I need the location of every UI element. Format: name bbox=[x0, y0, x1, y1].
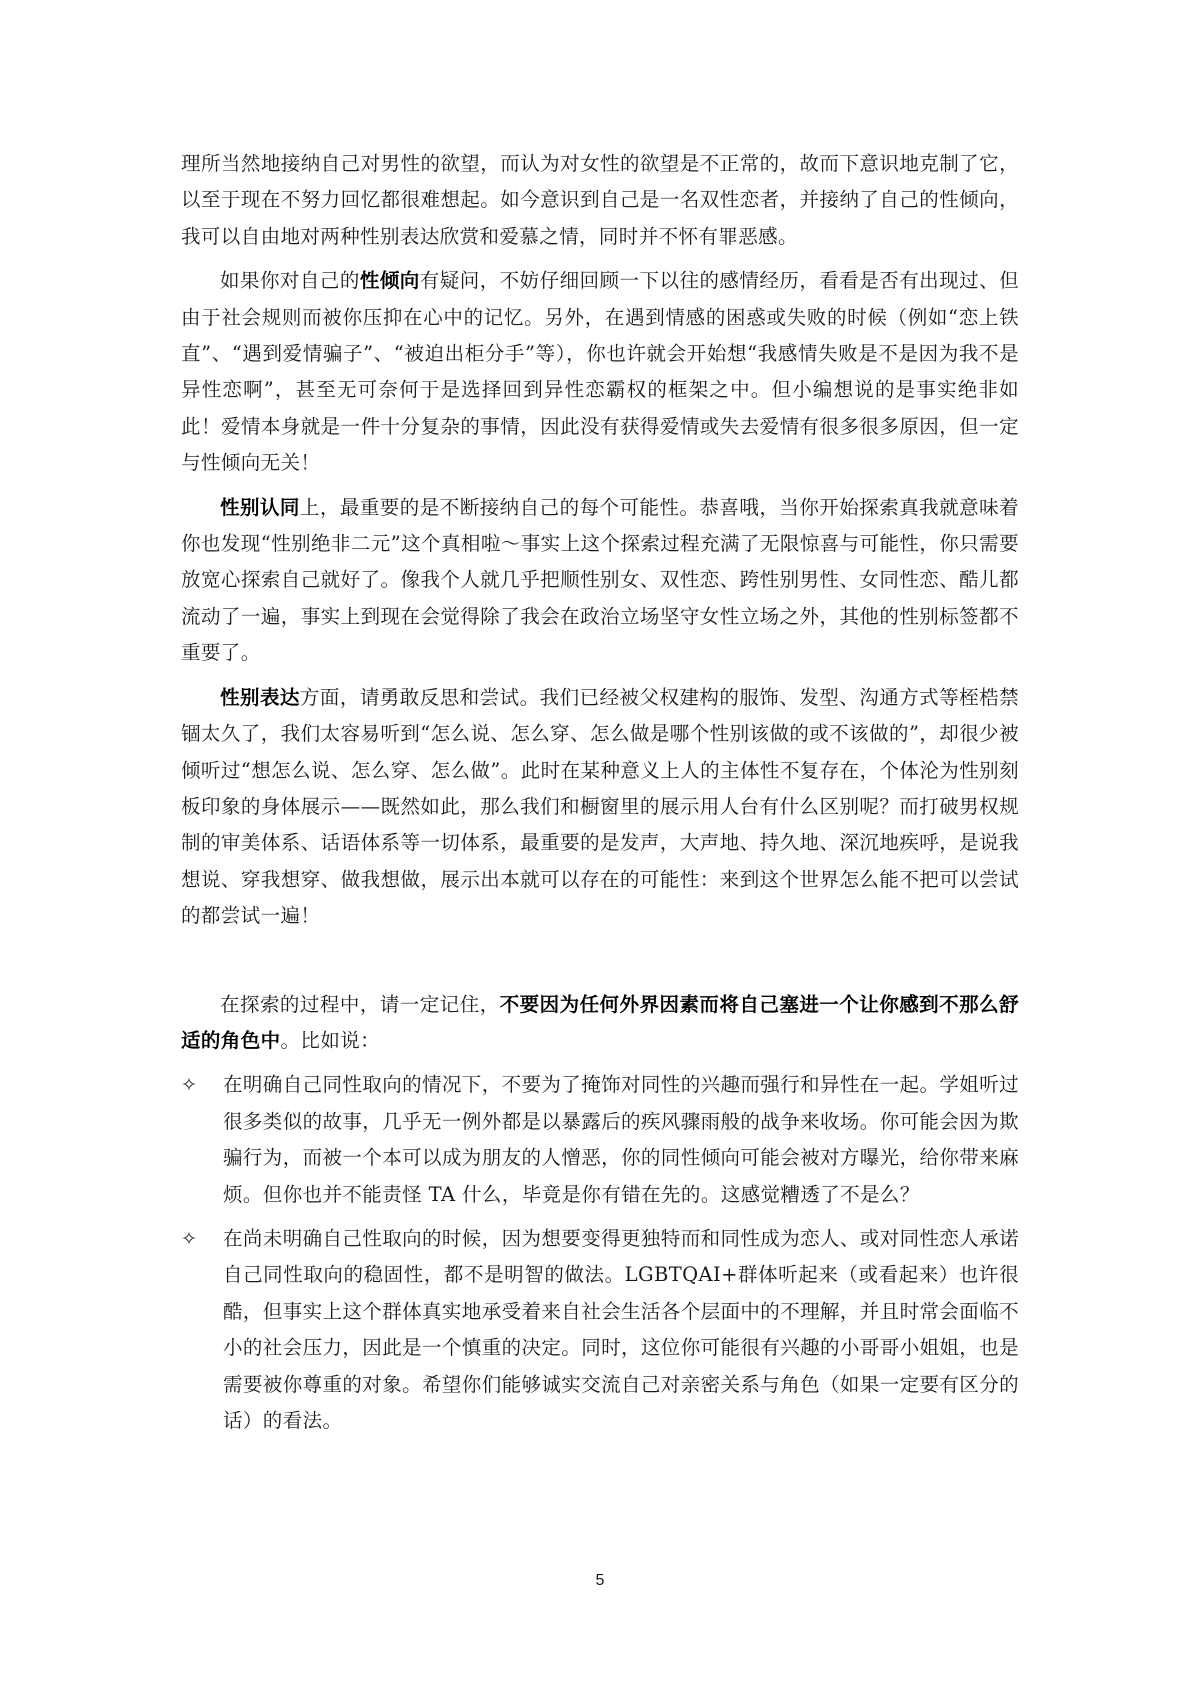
list-item-text: 在明确自己同性取向的情况下，不要为了掩饰对同性的兴趣而强行和异性在一起。学姐听过很多类似的故事，几乎无一例外都是以暴露后的疾风骤雨般的战争来收场。你可能会因为欺骗行为，而被一个本可以成为朋友的人憎恶，你的同性倾向可能会被对方曝光，给你带来麻烦。但你也并不能责怪 TA 什么，毕竟是你有错在先的。这感觉糟透了不是么？ bbox=[223, 1073, 1020, 1206]
emphasis-comfort-role: 不要因为任何外界因素而将自己塞进一个让你感到不那么舒适的角色中 bbox=[181, 992, 1019, 1052]
paragraph-5-tail: 。比如说： bbox=[280, 1028, 381, 1052]
paragraph-gender-expression bbox=[181, 680, 1019, 935]
list-item bbox=[181, 1221, 1019, 1439]
page-body bbox=[181, 146, 1019, 1447]
keyword-sexual-orientation: 性倾向 bbox=[359, 269, 420, 293]
sparkle-bullet-icon: ✧ bbox=[181, 1074, 197, 1097]
paragraph-2-body: 有疑问，不妨仔细回顾一下以往的感情经历，看看是否有出现过、但由于社会规则而被你压抑在心中的记忆。另外，在遇到情感的困惑或失败的时候（例如“恋上铁直”、“遇到爱情骗子”、“被迫出柜分手”等），你也许就会开始想“我感情失败是不是因为我不是异性恋啊”，甚至无可奈何于是选择回到异性恋霸权的框架之中。但小编想说的是事实绝非如此！爱情本身就是一件十分复杂的事情，因此没有获得爱情或失去爱情有很多很多原因，但一定与性倾向无关！ bbox=[181, 269, 1019, 475]
paragraph-3-body: 上，最重要的是不断接纳自己的每个可能性。恭喜哦，当你开始探索真我就意味着你也发现“性别绝非二元”这个真相啦～事实上这个探索过程充满了无限惊喜与可能性，你只需要放宽心探索自己就好了。像我个人就几乎把顺性别女、双性恋、跨性别男性、女同性恋、酷儿都流动了一遍，事实上到现在会觉得除了我会在政治立场坚守女性立场之外，其他的性别标签都不重要了。 bbox=[181, 495, 1019, 665]
list-item-text: 在尚未明确自己性取向的时候，因为想要变得更独特而和同性成为恋人、或对同性恋人承诺自己同性取向的稳固性，都不是明智的做法。LGBTQAI+群体听起来（或看起来）也许很酷，但事实上这个群体真实地承受着来自社会生活各个层面中的不理解，并且时常会面临不小的社会压力，因此是一个慎重的决定。同时，这位你可能很有兴趣的小哥哥小姐姐，也是需要被你尊重的对象。希望你们能够诚实交流自己对亲密关系与角色（如果一定要有区分的话）的看法。 bbox=[223, 1226, 1020, 1432]
paragraph-1: 理所当然地接纳自己对男性的欲望，而认为对女性的欲望是不正常的，故而下意识地克制了它，以至于现在不努力回忆都很难想起。如今意识到自己是一名双性恋者，并接纳了自己的性倾向，我可以自由地对两种性别表达欣赏和爱慕之情，同时并不怀有罪恶感。 bbox=[181, 152, 1019, 248]
list-item bbox=[181, 1067, 1019, 1213]
paragraph-sexual-orientation bbox=[181, 263, 1019, 481]
sparkle-bullet-icon: ✧ bbox=[181, 1227, 197, 1250]
paragraph-5-lead: 在探索的过程中，请一定记住， bbox=[220, 992, 500, 1016]
paragraph-gender-identity bbox=[181, 490, 1019, 672]
paragraph-4-body: 方面，请勇敢反思和尝试。我们已经被父权建构的服饰、发型、沟通方式等桎梏禁锢太久了，我们太容易听到“怎么说、怎么穿、怎么做是哪个性别该做的或不该做的”，却很少被倾听过“想怎么说、怎么穿、怎么做”。此时在某种意义上人的主体性不复存在，个体沦为性别刻板印象的身体展示——既然如此，那么我们和橱窗里的展示用人台有什么区别呢？而打破男权规制的审美体系、话语体系等一切体系，最重要的是发声，大声地、持久地、深沉地疾呼，是说我想说、穿我想穿、做我想做，展示出本就可以存在的可能性：来到这个世界怎么能不把可以尝试的都尝试一遍！ bbox=[181, 685, 1019, 928]
advice-list bbox=[181, 1067, 1019, 1439]
paragraph-exploration bbox=[181, 987, 1019, 1060]
keyword-gender-identity: 性别认同 bbox=[220, 495, 300, 519]
paragraph-2-lead: 如果你对自己的 bbox=[220, 269, 360, 293]
keyword-gender-expression: 性别表达 bbox=[220, 685, 300, 709]
page-number: 5 bbox=[595, 1572, 605, 1589]
